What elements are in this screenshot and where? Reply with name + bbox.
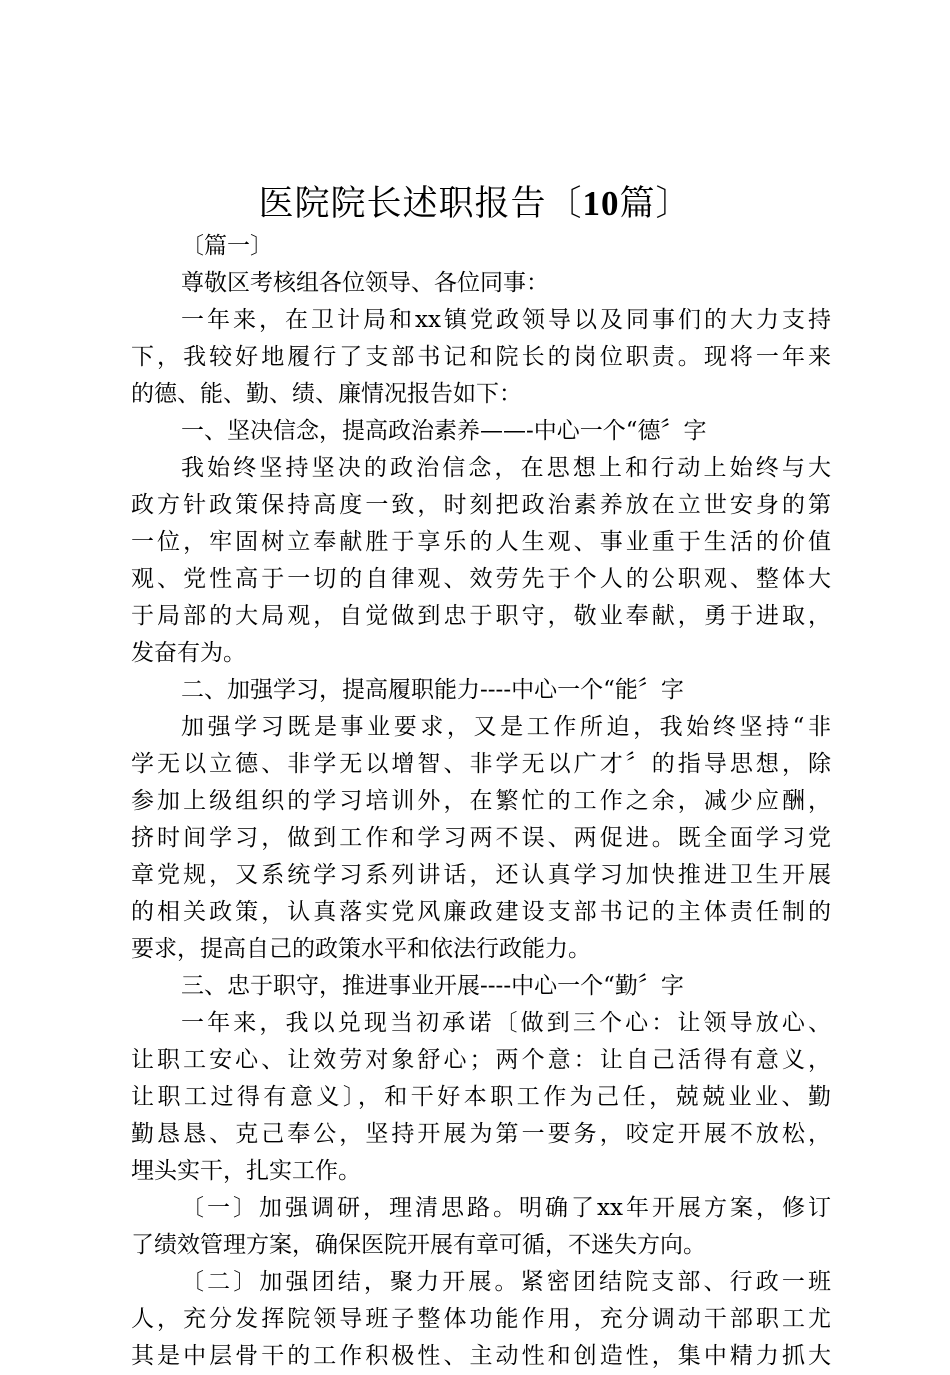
text-line: 勤恳恳、克己奉公，坚持开展为第一要务，咬定开展不放松， [131, 1121, 831, 1147]
text-line: 挤时间学习，做到工作和学习两不误、两促进。既全面学习党 [131, 825, 831, 851]
text-line: 于局部的大局观，自觉做到忠于职守，敬业奉献，勇于进取， [131, 603, 831, 629]
text-line: 章党规，又系统学习系列讲话，还认真学习加快推进卫生开展 [131, 862, 831, 888]
document-body [131, 228, 831, 1375]
text-line: 加强学习既是事业要求，又是工作所迫，我始终坚持“非 [181, 714, 831, 740]
title-text: 医院院长述职报告〔 [258, 184, 583, 224]
text-line: 我始终坚持坚决的政治信念，在思想上和行动上始终与大 [181, 455, 831, 481]
text-line: 下，我较好地履行了支部书记和院长的岗位职责。现将一年来 [131, 344, 831, 370]
document-title [0, 180, 950, 228]
text-line: 〔篇一〕 [181, 233, 273, 259]
title-suffix: 篇〕 [619, 184, 692, 224]
text-line: 让职工过得有意义〕，和干好本职工作为己任，兢兢业业、勤 [131, 1084, 831, 1110]
text-line: 一、坚决信念，提高政治素养——-中心一个“德〞字 [181, 418, 707, 444]
text-line: 尊敬区考核组各位领导、各位同事： [181, 270, 549, 296]
text-line: 发奋有为。 [131, 640, 246, 666]
text-line: 〔二〕加强团结，聚力开展。紧密团结院支部、行政一班 [181, 1269, 831, 1295]
text-line: 三、忠于职守，推进事业开展----中心一个“勤〞字 [181, 973, 684, 999]
text-line: 的相关政策，认真落实党风廉政建设支部书记的主体责任制的 [131, 899, 831, 925]
text-line: 了绩效管理方案，确保医院开展有章可循，不迷失方向。 [131, 1232, 706, 1258]
text-line: 的德、能、勤、绩、廉情况报告如下： [131, 381, 522, 407]
text-line: 一年来，我以兑现当初承诺〔做到三个心：让领导放心、 [181, 1010, 831, 1036]
text-line: 〔一〕加强调研，理清思路。明确了xx年开展方案，修订 [181, 1195, 831, 1221]
text-line: 人，充分发挥院领导班子整体功能作用，充分调动干部职工尤 [131, 1306, 831, 1332]
text-line: 观、党性高于一切的自律观、效劳先于个人的公职观、整体大 [131, 566, 831, 592]
text-line: 一位，牢固树立奉献胜于享乐的人生观、事业重于生活的价值 [131, 529, 831, 555]
text-line: 学无以立德、非学无以增智、非学无以广才〞的指导思想，除 [131, 751, 831, 777]
text-line: 二、加强学习，提高履职能力----中心一个“能〞字 [181, 677, 684, 703]
text-line: 参加上级组织的学习培训外，在繁忙的工作之余，减少应酬， [131, 788, 831, 814]
title-number: 10 [582, 184, 620, 223]
text-line: 埋头实干，扎实工作。 [131, 1158, 361, 1184]
text-line: 其是中层骨干的工作积极性、主动性和创造性，集中精力抓大 [131, 1343, 831, 1369]
text-line: 一年来，在卫计局和xx镇党政领导以及同事们的大力支持 [181, 307, 831, 333]
text-line: 要求，提高自己的政策水平和依法行政能力。 [131, 936, 591, 962]
text-line: 政方针政策保持高度一致，时刻把政治素养放在立世安身的第 [131, 492, 831, 518]
text-line: 让职工安心、让效劳对象舒心；两个意：让自己活得有意义， [131, 1047, 831, 1073]
